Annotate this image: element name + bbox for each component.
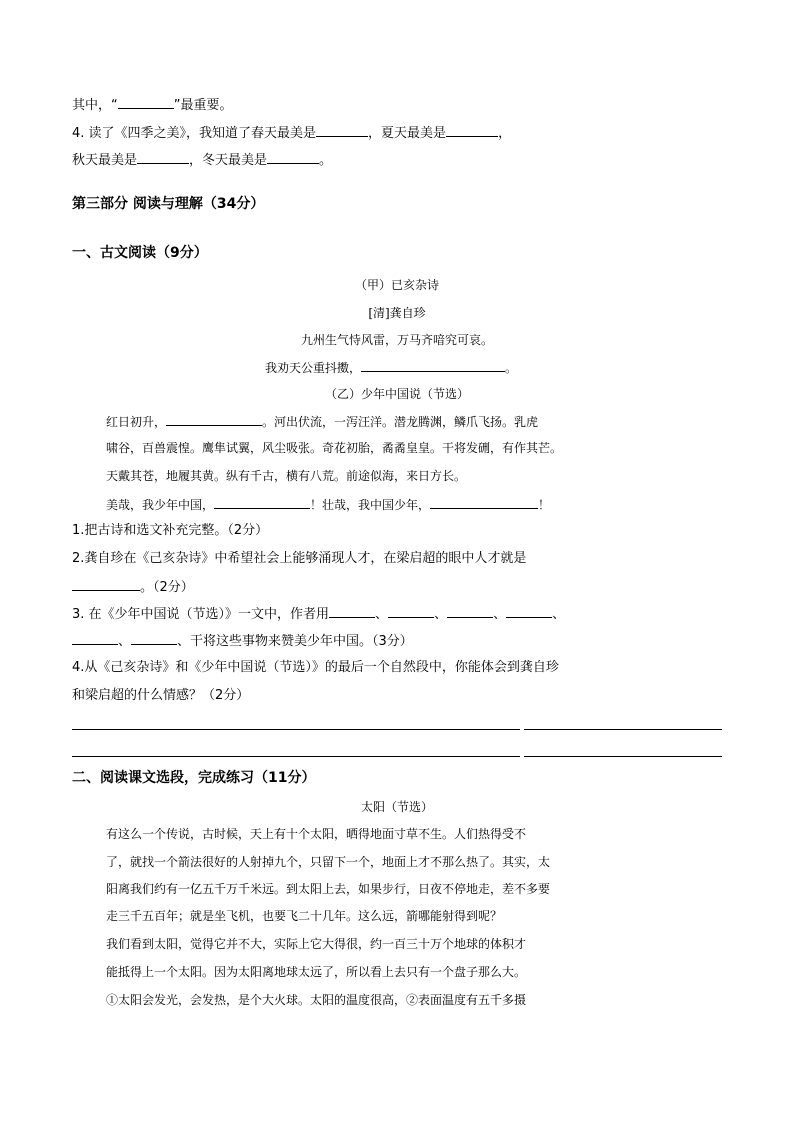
answer-blank[interactable]	[131, 632, 177, 645]
question-1: 1.把古诗和选文补充完整。（2分）	[72, 523, 269, 538]
question-3: 3. 在《少年中国说（节选）》一文中，作者用 、 、 、 、	[72, 607, 566, 622]
answer-blank[interactable]	[316, 124, 368, 137]
answer-blank[interactable]	[430, 496, 538, 509]
answer-blank[interactable]	[447, 605, 493, 618]
answer-blank[interactable]	[137, 151, 189, 164]
answer-blank[interactable]	[446, 124, 498, 137]
essay-para-line: 美哉，我少年中国， ！壮哉，我中国少年， ！	[106, 498, 551, 512]
answer-line[interactable]	[72, 729, 520, 730]
answer-blank[interactable]	[72, 632, 118, 645]
q3-continuation: 其中，“ ”最重要。	[72, 98, 233, 113]
essay-para-line: 天戴其苍，地履其黄。纵有千古，横有八荒。前途似海，来日方长。	[106, 469, 467, 483]
question-4-seasons-line2: 秋天最美是 ，冬天最美是 。	[72, 153, 333, 168]
poem-author: [清]龚自珍	[368, 306, 426, 320]
answer-blank[interactable]	[506, 605, 552, 618]
section-heading-reading: 二、阅读课文选段，完成练习（11分）	[72, 770, 316, 786]
answer-blank[interactable]	[72, 578, 140, 591]
passage-line: 了，就找一个箭法很好的人射掉九个，只留下一个，地面上才不那么热了。其实，太	[106, 855, 551, 869]
poem-line-2: 我劝天公重抖擞， 。	[265, 361, 518, 375]
part-heading: 第三部分 阅读与理解（34分）	[72, 196, 265, 212]
answer-blank[interactable]	[388, 605, 434, 618]
answer-blank[interactable]	[166, 413, 262, 426]
passage-line: ①太阳会发光，会发热，是个大火球。太阳的温度很高，②表面温度有五千多摄	[106, 993, 527, 1007]
answer-blank[interactable]	[329, 605, 375, 618]
passage-line: 走三千五百年；就是坐飞机，也要飞二十几年。这么远，箭哪能射得到呢？	[106, 909, 503, 923]
passage-line: 我们看到太阳，觉得它并不大，实际上它大得很，约一百三十万个地球的体积才	[106, 937, 527, 951]
question-4-line2: 和梁启超的什么情感？（2分）	[72, 688, 250, 703]
question-4: 4.从《己亥杂诗》和《少年中国说（节选）》的最后一个自然段中，你能体会到龚自珍	[72, 660, 559, 675]
answer-blank[interactable]	[118, 96, 174, 109]
passage-line: 阳离我们约有一亿五千万千米远。到太阳上去，如果步行，日夜不停地走，差不多要	[106, 882, 551, 896]
passage-title: 太阳（节选）	[360, 800, 433, 814]
essay-para-line: 啸谷，百兽震惶。鹰隼试翼，风尘吸张。奇花初胎，矞矞皇皇。干将发硎，有作其芒。	[106, 441, 563, 455]
question-2: 2.龚自珍在《己亥杂诗》中希望社会上能够涌现人才，在梁启超的眼中人才就是	[72, 551, 527, 566]
answer-line[interactable]	[72, 756, 520, 757]
question-2-line2: 。（2分）	[72, 578, 194, 596]
question-4-seasons: 4. 读了《四季之美》，我知道了春天最美是 ，夏天最美是 ，	[72, 126, 512, 141]
passage-line: 有这么一个传说，古时候，天上有十个太阳，晒得地面寸草不生。人们热得受不	[106, 827, 527, 841]
answer-line[interactable]	[524, 756, 722, 757]
answer-blank[interactable]	[267, 151, 319, 164]
passage-line: 能抵得上一个太阳。因为太阳离地球太远了，所以看上去只有一个盘子那么大。	[106, 965, 527, 979]
answer-line[interactable]	[524, 729, 722, 730]
poem-line-1: 九州生气恃风雷，万马齐喑究可哀。	[300, 333, 493, 347]
answer-blank[interactable]	[361, 359, 505, 372]
answer-blank[interactable]	[214, 496, 310, 509]
essay-title: （乙）少年中国说（节选）	[324, 387, 469, 401]
section-heading-classical: 一、古文阅读（9分）	[72, 245, 208, 261]
poem-title: （甲）已亥杂诗	[354, 278, 439, 292]
question-3-line2: 、 、干将这些事物来赞美少年中国。（3分）	[72, 632, 413, 650]
essay-para-line: 红日初升， 。河出伏流，一泻汪洋。潜龙腾渊，鳞爪飞扬。乳虎	[106, 415, 539, 429]
